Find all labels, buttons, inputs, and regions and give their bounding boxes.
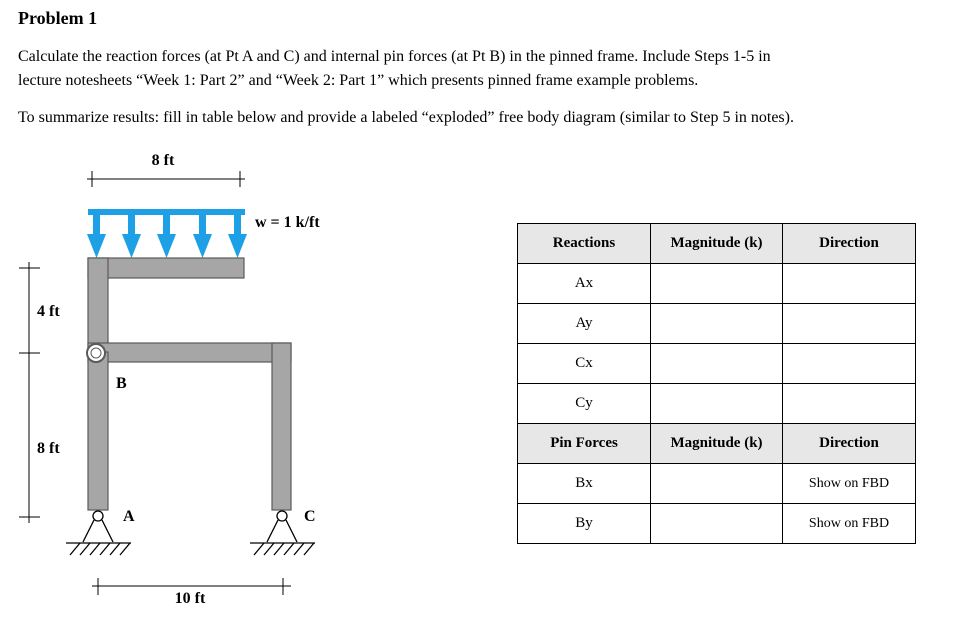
top-dimension-line	[87, 171, 245, 187]
magnitude-cell[interactable]	[651, 464, 783, 504]
results-table	[517, 223, 916, 544]
header-cell: Magnitude (k)	[651, 224, 783, 264]
problem-title: Problem 1	[18, 8, 98, 28]
direction-cell[interactable]	[783, 384, 916, 424]
table-row	[518, 504, 916, 544]
table-row	[518, 344, 916, 384]
direction-cell[interactable]	[783, 304, 916, 344]
header-cell: Reactions	[518, 224, 651, 264]
table-row	[518, 464, 916, 504]
left-upper-dimension-label: 4 ft	[37, 303, 60, 320]
point-a-label: A	[123, 508, 135, 525]
load-arrow	[122, 209, 141, 258]
point-b-label: B	[116, 375, 127, 392]
header-cell: Pin Forces	[518, 424, 651, 464]
reaction-name: Ax	[518, 264, 651, 304]
load-label: w = 1 k/ft	[255, 214, 320, 231]
table-row	[518, 384, 916, 424]
header-cell: Direction	[783, 424, 916, 464]
distributed-load	[87, 209, 247, 258]
magnitude-cell[interactable]	[651, 504, 783, 544]
load-arrow	[157, 209, 176, 258]
header-cell: Magnitude (k)	[651, 424, 783, 464]
magnitude-cell[interactable]	[651, 384, 783, 424]
direction-cell[interactable]	[783, 264, 916, 304]
left-dimension-line	[19, 262, 40, 523]
load-arrow	[87, 209, 106, 258]
reaction-name: Cy	[518, 384, 651, 424]
reaction-name: Ay	[518, 304, 651, 344]
left-lower-dimension-label: 8 ft	[37, 440, 60, 457]
summary-instructions: To summarize results: fill in table below and provide a labeled “exploded” free body diagram (similar to Step 5 in notes).	[18, 109, 794, 126]
magnitude-cell[interactable]	[651, 344, 783, 384]
table-row	[518, 304, 916, 344]
middle-beam	[88, 343, 291, 362]
load-arrow	[193, 209, 212, 258]
direction-cell: Show on FBD	[783, 504, 916, 544]
direction-cell: Show on FBD	[783, 464, 916, 504]
right-column	[272, 343, 291, 510]
magnitude-cell[interactable]	[651, 264, 783, 304]
magnitude-cell[interactable]	[651, 304, 783, 344]
pin-force-name: Bx	[518, 464, 651, 504]
header-cell: Direction	[783, 224, 916, 264]
reactions-header-row	[518, 224, 916, 264]
top-dimension-label: 8 ft	[151, 152, 175, 169]
top-beam	[88, 258, 244, 278]
upper-left-column	[88, 258, 108, 352]
table-row	[518, 264, 916, 304]
direction-cell[interactable]	[783, 344, 916, 384]
instructions-line-1: Calculate the reaction forces (at Pt A and C) and internal pin forces (at Pt B) in the pinned frame. Include Steps 1-5 in	[18, 48, 771, 65]
lower-left-column	[88, 352, 108, 510]
pin-force-name: By	[518, 504, 651, 544]
pin-forces-header-row	[518, 424, 916, 464]
pin-b	[87, 344, 105, 362]
instructions-line-2: lecture notesheets “Week 1: Part 2” and “Week 2: Part 1” which presents pinned frame example problems.	[18, 72, 699, 89]
load-arrow	[228, 209, 247, 258]
bottom-dimension-label: 10 ft	[174, 590, 206, 607]
pin-support-a	[66, 511, 131, 555]
reaction-name: Cx	[518, 344, 651, 384]
point-c-label: C	[304, 508, 316, 525]
